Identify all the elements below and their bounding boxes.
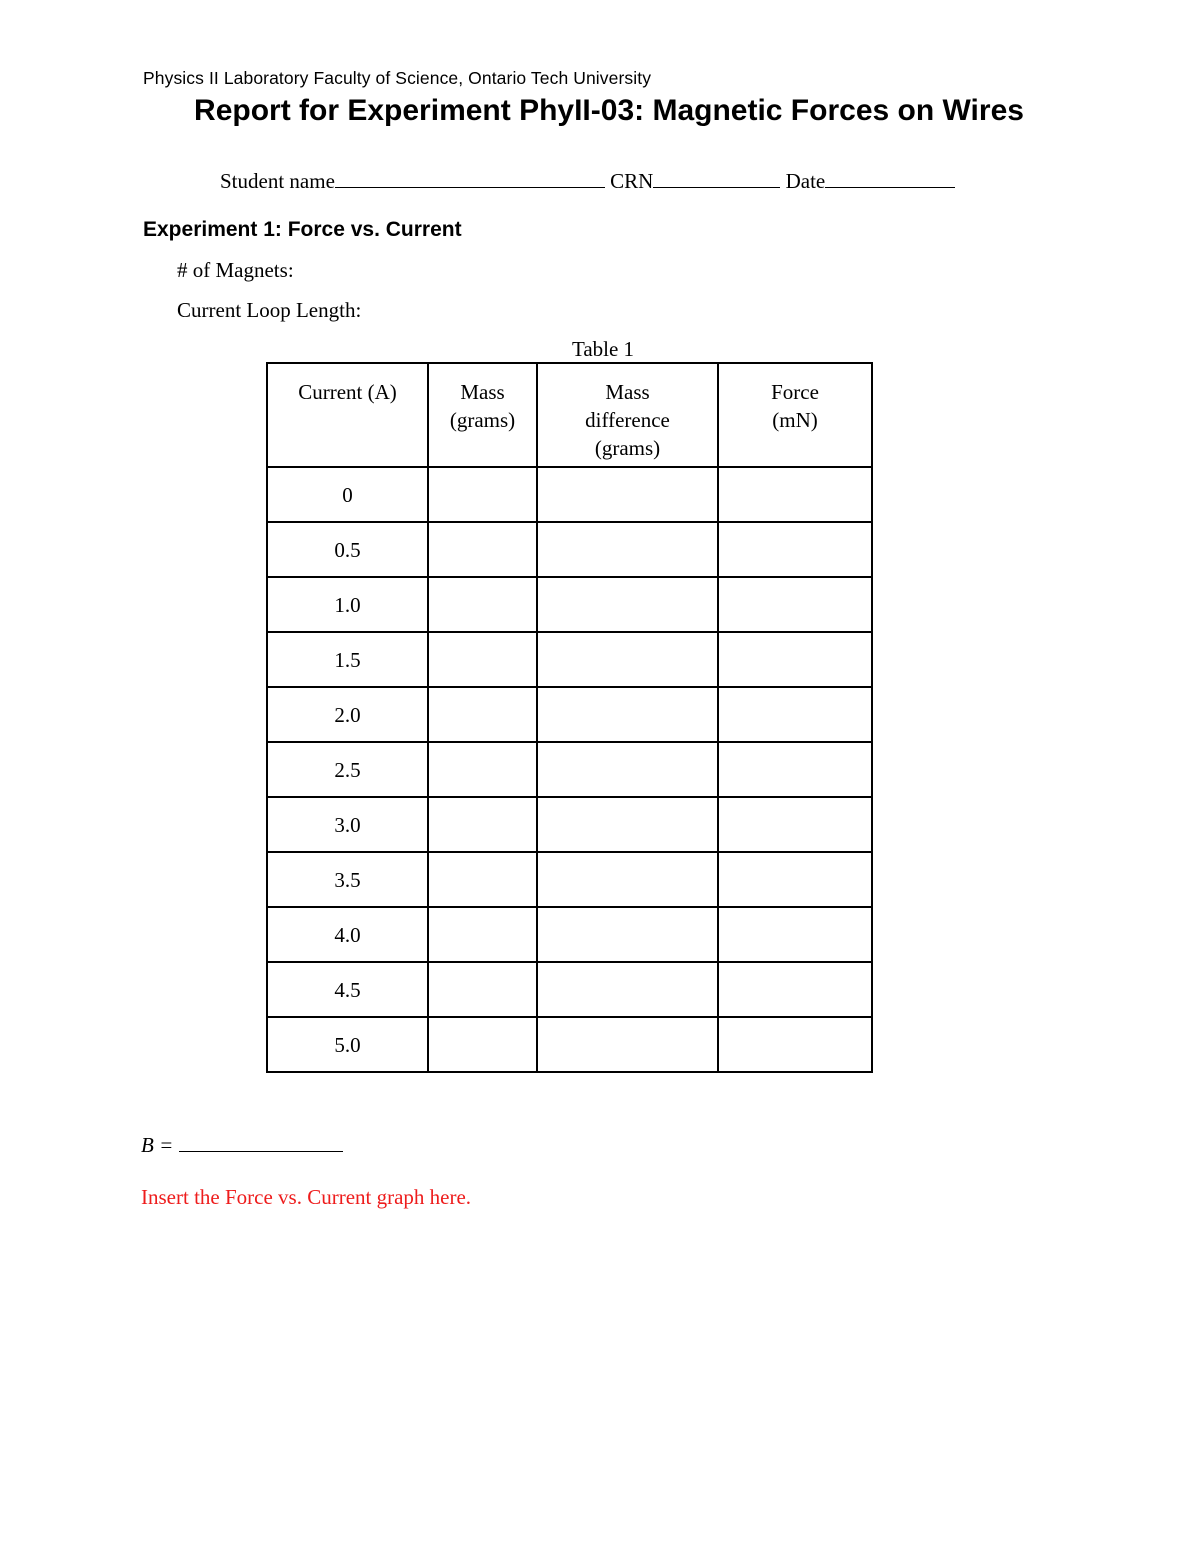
current-cell: 5.0 [267, 1017, 428, 1072]
current-cell: 2.0 [267, 687, 428, 742]
table-row [267, 632, 872, 687]
force-cell[interactable] [718, 742, 872, 797]
mass-cell[interactable] [428, 797, 537, 852]
table-row [267, 962, 872, 1017]
table-row [267, 467, 872, 522]
b-field-blank[interactable] [179, 1131, 343, 1152]
force-cell[interactable] [718, 467, 872, 522]
table-row [267, 852, 872, 907]
mass-cell[interactable] [428, 962, 537, 1017]
date-field[interactable] [825, 167, 955, 188]
mass-cell[interactable] [428, 632, 537, 687]
mass-difference-cell[interactable] [537, 632, 718, 687]
header-mass-line: Mass [460, 380, 505, 404]
student-name-field[interactable] [335, 167, 605, 188]
mass-cell[interactable] [428, 907, 537, 962]
mass-cell[interactable] [428, 522, 537, 577]
date-label: Date [785, 169, 826, 193]
force-cell[interactable] [718, 907, 872, 962]
mass-cell[interactable] [428, 687, 537, 742]
force-cell[interactable] [718, 577, 872, 632]
current-cell: 2.5 [267, 742, 428, 797]
current-cell: 1.5 [267, 632, 428, 687]
force-cell[interactable] [718, 962, 872, 1017]
table-row [267, 1017, 872, 1072]
force-cell[interactable] [718, 522, 872, 577]
force-cell[interactable] [718, 852, 872, 907]
experiment-heading: Experiment 1: Force vs. Current [143, 218, 462, 241]
header-mass [428, 363, 537, 467]
header-force-line: Force [771, 380, 819, 404]
data-table [266, 362, 873, 1073]
current-cell: 1.0 [267, 577, 428, 632]
magnets-label: # of Magnets: [177, 258, 294, 282]
force-cell[interactable] [718, 1017, 872, 1072]
table-row [267, 907, 872, 962]
force-cell[interactable] [718, 632, 872, 687]
table-row [267, 742, 872, 797]
current-cell: 0 [267, 467, 428, 522]
mass-cell[interactable] [428, 577, 537, 632]
graph-instruction: Insert the Force vs. Current graph here. [141, 1185, 472, 1209]
crn-label: CRN [610, 169, 654, 193]
current-cell: 4.5 [267, 962, 428, 1017]
header-mass-difference-line: difference [585, 408, 670, 432]
header-mass-line: (grams) [449, 408, 516, 432]
loop-length-label: Current Loop Length: [177, 298, 362, 322]
table-header-row [267, 363, 872, 467]
mass-cell[interactable] [428, 742, 537, 797]
force-cell[interactable] [718, 687, 872, 742]
table-row [267, 577, 872, 632]
mass-difference-cell[interactable] [537, 962, 718, 1017]
current-cell: 3.5 [267, 852, 428, 907]
header-force [718, 363, 872, 467]
header-force-line: (mN) [772, 408, 818, 432]
mass-difference-cell[interactable] [537, 467, 718, 522]
report-title: Report for Experiment PhyII-03: Magnetic Forces on Wires [194, 94, 1024, 127]
mass-cell[interactable] [428, 1017, 537, 1072]
mass-difference-cell[interactable] [537, 852, 718, 907]
header-mass-difference-line: Mass [605, 380, 650, 404]
current-cell: 0.5 [267, 522, 428, 577]
table-row [267, 797, 872, 852]
table-caption: Table 1 [571, 337, 635, 361]
b-field-label: B = [141, 1133, 174, 1157]
header-mass-difference [537, 363, 718, 467]
mass-cell[interactable] [428, 852, 537, 907]
student-name-label: Student name [220, 169, 335, 193]
mass-difference-cell[interactable] [537, 522, 718, 577]
student-info-line [220, 167, 955, 194]
b-field-line [141, 1131, 343, 1158]
mass-difference-cell[interactable] [537, 1017, 718, 1072]
current-cell: 4.0 [267, 907, 428, 962]
mass-difference-cell[interactable] [537, 797, 718, 852]
mass-difference-cell[interactable] [537, 577, 718, 632]
header-current [267, 363, 428, 467]
force-cell[interactable] [718, 797, 872, 852]
mass-difference-cell[interactable] [537, 907, 718, 962]
mass-cell[interactable] [428, 467, 537, 522]
table-row [267, 687, 872, 742]
crn-field[interactable] [653, 167, 780, 188]
mass-difference-cell[interactable] [537, 687, 718, 742]
current-cell: 3.0 [267, 797, 428, 852]
mass-difference-cell[interactable] [537, 742, 718, 797]
header-mass-difference-line: (grams) [594, 436, 661, 460]
lab-header: Physics II Laboratory Faculty of Science, Ontario Tech University [143, 68, 652, 88]
header-current-line: Current (A) [298, 380, 397, 404]
table-row [267, 522, 872, 577]
